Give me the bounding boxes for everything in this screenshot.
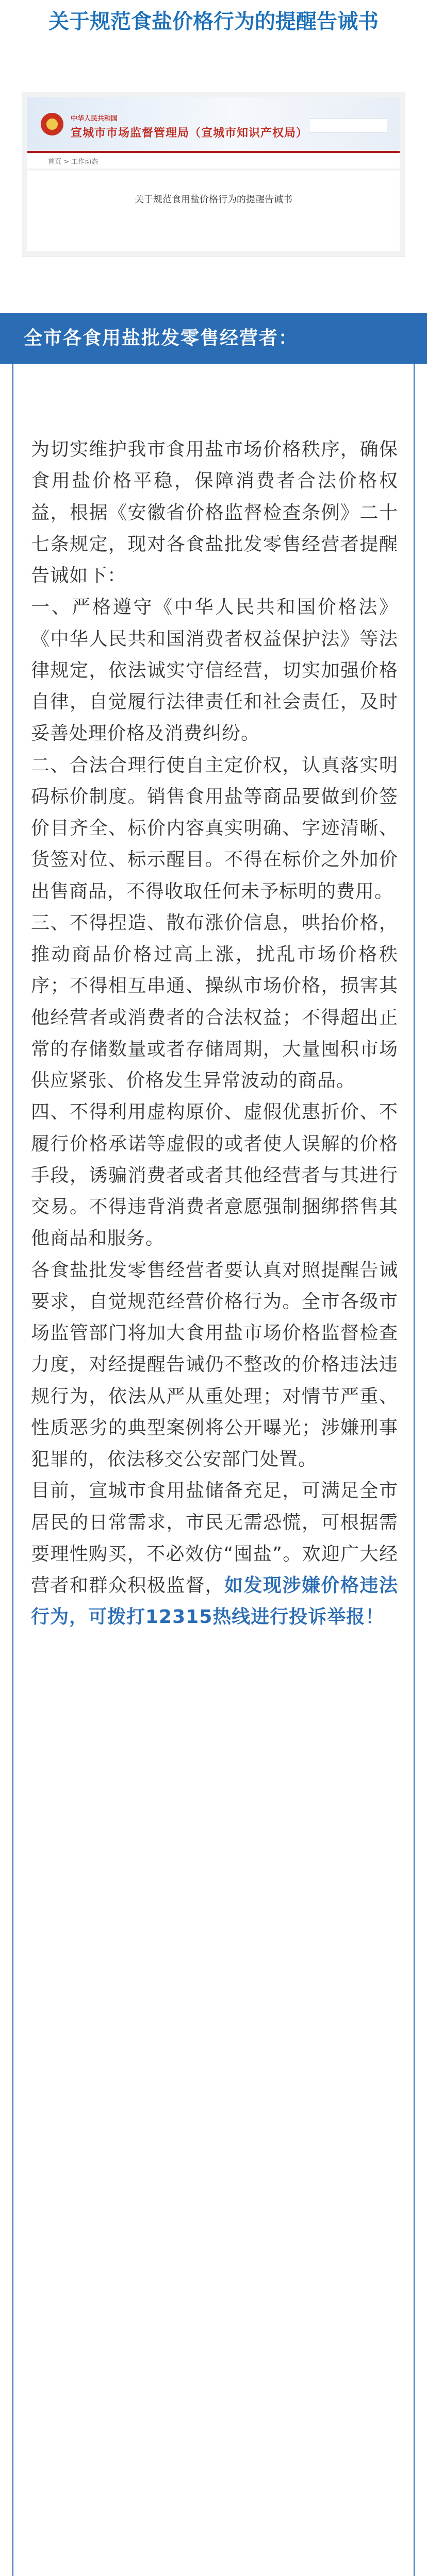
clause-three: 三、不得捏造、散布涨价信息，哄抬价格，推动商品价格过高上涨，扰乱市场价格秩序；不得相互串通、操纵市场价格，损害其他经营者或消费者的合法权益；不得超出正常的存储数量或者存储周期，大量囤积市场供应紧张、价格发生异常波动的商品。 — [31, 912, 398, 1091]
page-title: 关于规范食盐价格行为的提醒告诫书 — [48, 10, 379, 33]
website-article — [27, 171, 400, 251]
website-breadcrumb: 首页 > 工作动态 — [48, 158, 98, 166]
website-site-small: 中华人民共和国 — [71, 115, 118, 123]
closing-paragraph — [31, 1475, 398, 1633]
intro-paragraph: 为切实维护我市食用盐市场价格秩序，确保食用盐价格平稳，保障消费者合法价格权益，根据《安徽省价格监督检查条例》二十七条规定，现对各食盐批发零售经营者提醒告诫如下： — [31, 439, 398, 586]
website-screenshot — [22, 92, 405, 257]
website-header — [27, 97, 400, 153]
article-body — [31, 434, 398, 1633]
hotline-highlight: 如发现涉嫌价格违法行为，可拨打12315热线进行投诉举报！ — [31, 1575, 398, 1628]
clause-two: 二、合法合理行使自主定价权，认真落实明码标价制度。销售食用盐等商品要做到价签价目齐全、标价内容真实明确、字迹清晰、货签对位、标示醒目。不得在标价之外加价出售商品，不得收取任何未予标明的费用。 — [31, 754, 398, 902]
addressee-banner — [0, 313, 427, 364]
closing-text: 目前，宣城市食用盐储备充足，可满足全市居民的日常需求，市民无需恐慌，可根据需要理性购买，不必效仿“囤盐”。欢迎广大经营者和群众积极监督， — [31, 1480, 398, 1596]
website-site-name: 宣城市市场监督管理局（宣城市知识产权局） — [71, 127, 308, 140]
website-search-box — [309, 118, 387, 132]
website-article-title: 关于规范食用盐价格行为的提醒告诫书 — [135, 194, 292, 205]
clause-four: 四、不得利用虚构原价、虚假优惠折价、不履行价格承诺等虚假的或者使人误解的价格手段，诱骗消费者或者其他经营者与其进行交易。不得违背消费者意愿强制捆绑搭售其他商品和服务。 — [31, 1101, 398, 1249]
national-emblem-icon — [41, 113, 63, 135]
clause-one: 一、严格遵守《中华人民共和国价格法》《中华人民共和国消费者权益保护法》等法律规定，依法诚实守信经营，切实加强价格自律，自觉履行法律责任和社会责任，及时妥善处理价格及消费纠纷。 — [31, 597, 398, 744]
website-breadcrumb-bar — [27, 153, 400, 168]
addressee-text: 全市各食用盐批发零售经营者： — [24, 328, 299, 349]
enforcement-paragraph: 各食盐批发零售经营者要认真对照提醒告诫要求，自觉规范经营价格行为。全市各级市场监管部门将加大食用盐市场价格监督检查力度，对经提醒告诫仍不整改的价格违法违规行为，依法从严从重处理；对情节严重、性质恶劣的典型案例将公开曝光；涉嫌刑事犯罪的，依法移交公安部门处置。 — [31, 1259, 398, 1470]
